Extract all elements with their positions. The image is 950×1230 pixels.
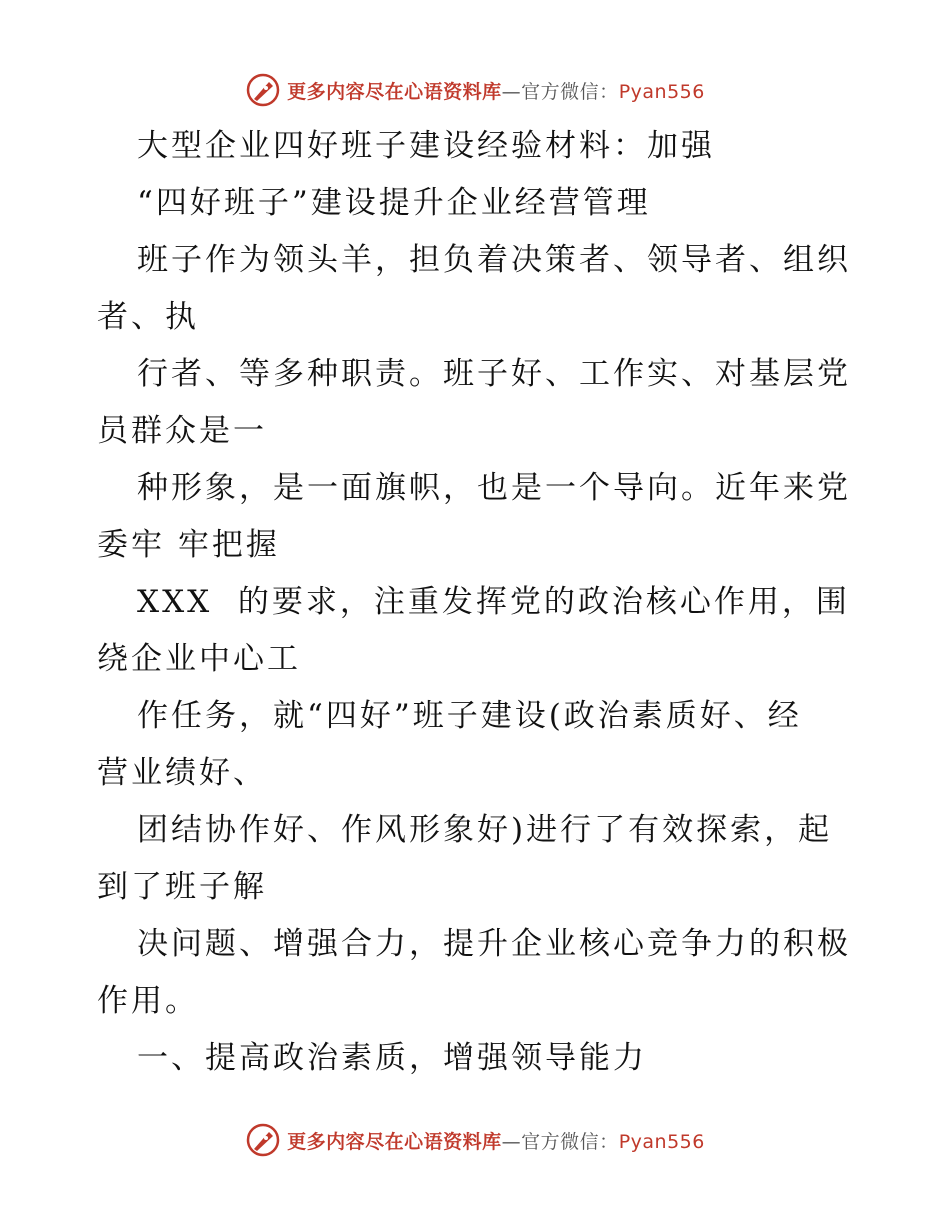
header-watermark-banner [0, 68, 950, 112]
footer-watermark-banner [0, 1118, 950, 1162]
doc-paragraph-line: 作用。 [97, 983, 199, 1019]
doc-paragraph-line: 决问题、增强合力，提升企业核心竞争力的积极 [137, 926, 851, 962]
doc-paragraph-line: XXX 的要求，注重发挥党的政治核心作用，围 [137, 584, 850, 620]
banner-wechat-handle: Pyan556 [618, 1130, 705, 1153]
banner-site-name: 更多内容尽在心语资料库 [287, 1130, 502, 1153]
doc-paragraph-line: 者、执 [97, 299, 199, 335]
doc-paragraph-line: 种形象，是一面旗帜，也是一个导向。近年来党 [137, 470, 851, 506]
banner-official-label: 官方微信： [521, 1130, 619, 1153]
doc-paragraph-line: 团结协作好、作风形象好)进行了有效探索，起 [137, 812, 833, 848]
pen-nib-circle-icon [245, 72, 281, 108]
banner-text [287, 77, 705, 104]
doc-paragraph-line: 绕企业中心工 [97, 641, 301, 677]
banner-text [287, 1127, 705, 1154]
doc-paragraph-line: 作任务，就“四好”班子建设(政治素质好、经 [137, 698, 802, 734]
doc-paragraph-line: 委牢 牢把握 [97, 527, 280, 563]
doc-section-heading: 一、提高政治素质，增强领导能力 [137, 1040, 647, 1076]
doc-paragraph-line: 行者、等多种职责。班子好、工作实、对基层党 [137, 356, 851, 392]
doc-paragraph-line: 班子作为领头羊，担负着决策者、领导者、组织 [137, 242, 851, 278]
doc-title-line-2: “四好班子”建设提升企业经营管理 [137, 185, 651, 221]
doc-paragraph-line: 营业绩好、 [97, 755, 267, 791]
document-body [97, 118, 867, 1087]
banner-dash: — [501, 1130, 522, 1153]
banner-official-label: 官方微信： [521, 80, 619, 103]
doc-paragraph-line: 员群众是一 [97, 413, 267, 449]
pen-nib-circle-icon [245, 1122, 281, 1158]
banner-dash: — [501, 80, 522, 103]
banner-site-name: 更多内容尽在心语资料库 [287, 80, 502, 103]
doc-title-line-1: 大型企业四好班子建设经验材料：加强 [137, 128, 715, 164]
doc-paragraph-line: 到了班子解 [97, 869, 267, 905]
banner-wechat-handle: Pyan556 [618, 80, 705, 103]
